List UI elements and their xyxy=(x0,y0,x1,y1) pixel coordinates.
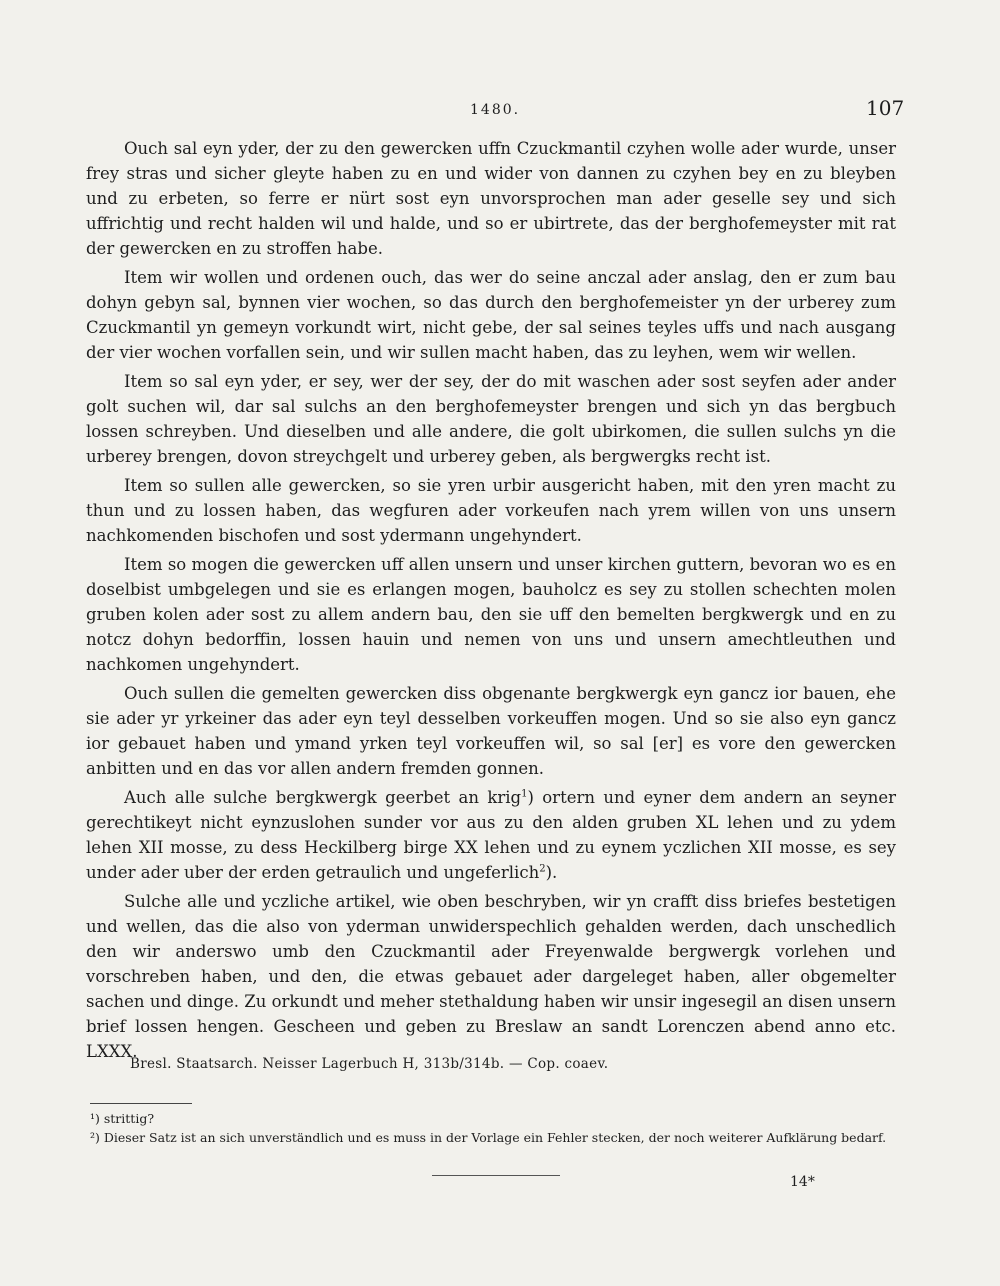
paragraph: Item so mogen die gewercken uff allen unsern und unser kirchen guttern, bevoran wo es en doselbist umbgelegen und sie es erlangen mogen, bauholcz es sey zu stollen schechten molen gruben kolen ader sost zu allem andern bau, den sie uff den bemelten bergkwergk und en zu notcz dohyn bedorffin, lossen hauin und nemen von uns und unsern amechtleuthen und nachkomen ungehyndert. xyxy=(86,555,896,674)
page-number: 107 xyxy=(866,96,905,120)
paragraph-text: Auch alle sulche bergkwergk geerbet an krig xyxy=(124,788,522,807)
paragraph: Ouch sal eyn yder, der zu den gewercken uffn Czuckmantil czyhen wolle ader wurde, unser frey stras und sicher gleyte haben zu en und wider von dannen zu czyhen bey en zu bleyben und zu erbeten, so ferre er nürt sost eyn unvorsprochen man ader geselle sey und sich uffrichtig und recht halden wil und halde, und so er ubirtrete, das der berghofemeyster mit rat der gewercken en zu stroffen habe. xyxy=(86,139,896,258)
signature-mark: 14* xyxy=(790,1174,815,1190)
paragraph: Ouch sullen die gemelten gewercken diss obgenante bergkwergk eyn gancz ior bauen, ehe sie ader yr yrkeiner das ader eyn teyl desselben vorkeuffen mogen. Und so sie also eyn gancz ior gebauet haben und ymand yrken teyl vorkeuffen wil, so sal [er] es vore den gewercken anbitten und en das vor allen andern fremden gonnen. xyxy=(86,684,896,778)
paragraph: Item so sullen alle gewercken, so sie yren urbir ausgericht haben, mit den yren macht zu thun und zu lossen haben, das wegfuren ader vorkeufen nach yrem willen von uns unsern nachkomenden bischofen und sost ydermann ungehyndert. xyxy=(86,476,896,545)
footnote: ²) Dieser Satz ist an sich unverständlich und es muss in der Vorlage ein Fehler stecken, der noch weiterer Aufklärung bedarf. xyxy=(90,1130,887,1145)
footnote: ¹) strittig? xyxy=(90,1111,155,1126)
paragraph-text: ) ortern und eyner dem andern an seyner gerechtikeyt nicht eynzuslohen sunder vor aus zu den alden gruben XL lehen und zu ydem lehen XII mosse, zu dess Heckilberg birge XX lehen und zu eynem yczlichen XII mosse, es sey under ader uber der erden getraulich und ungeferlich xyxy=(86,788,896,882)
paragraph: Item so sal eyn yder, er sey, wer der sey, der do mit waschen ader sost seyfen ader ander golt suchen wil, dar sal sulchs an den berghofemeyster brengen und sich yn das bergbuch lossen schreyben. Und dieselben und alle andere, die golt ubirkomen, die sullen sulchs yn die urberey brengen, dovon streychgelt und urberey geben, als bergwergks recht ist. xyxy=(86,372,896,466)
paragraph xyxy=(86,785,896,885)
paragraph: Sulche alle und yczliche artikel, wie oben beschryben, wir yn crafft diss briefes bestetigen und wellen, das die also von yderman unwiderspechlich gehalden werden, dach unschedlich den wir anderswo umb den Czuckmantil ader Freyenwalde bergwergk vorlehen und vorschreben haben, und den, die etwas gebauet ader dargeleget haben, aller obgemelter sachen und dinge. Zu orkundt und meher stethaldung haben wir unsir ingesegil an disen unsern brief lossen hengen. Gescheen und geben zu Breslaw an sandt Lorenczen abend anno etc. LXXX. xyxy=(86,892,896,1061)
bottom-divider xyxy=(432,1175,560,1176)
footnote-divider xyxy=(90,1103,192,1104)
footnote-ref: 2 xyxy=(539,863,546,875)
paragraph-text: ). xyxy=(545,863,558,882)
running-header-year: 1480. xyxy=(470,102,521,118)
main-text xyxy=(86,136,896,1068)
source-citation: Bresl. Staatsarch. Neisser Lagerbuch H, 313b/314b. — Cop. coaev. xyxy=(130,1056,609,1072)
footnote-ref: 1 xyxy=(521,788,528,800)
paragraph: Item wir wollen und ordenen ouch, das wer do seine anczal ader anslag, den er zum bau dohyn gebyn sal, bynnen vier wochen, so das durch den berghofemeister yn der urberey zum Czuckmantil yn gemeyn vorkundt wirt, nicht gebe, der sal seines teyles uffs und nach ausgang der vier wochen vorfallen sein, und wir sullen macht haben, das zu leyhen, wem wir wellen. xyxy=(86,268,896,362)
footnotes xyxy=(90,1109,890,1147)
